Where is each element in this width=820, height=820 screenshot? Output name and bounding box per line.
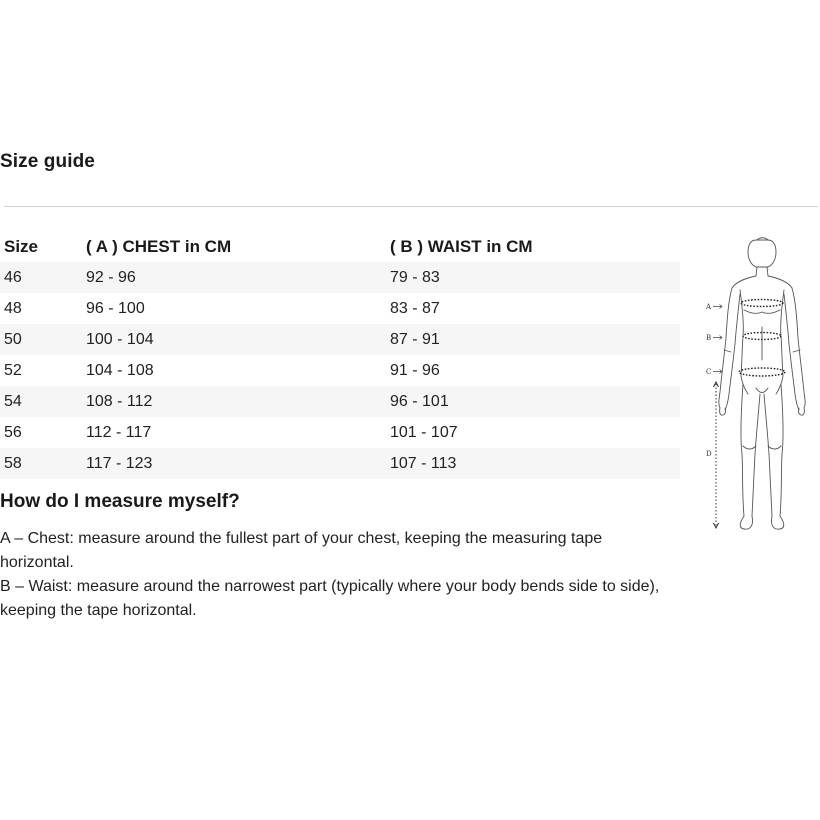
- waist-cell: 87 - 91: [390, 330, 440, 348]
- size-cell: 48: [4, 299, 22, 317]
- size-cell: 50: [4, 330, 22, 348]
- size-cell: 58: [4, 454, 22, 472]
- size-cell: 52: [4, 361, 22, 379]
- table-row: [0, 448, 680, 479]
- hip-tape: [739, 368, 785, 376]
- arrow-b: [713, 336, 722, 340]
- chest-cell: 104 - 108: [86, 361, 154, 379]
- chest-cell: 92 - 96: [86, 268, 136, 286]
- waist-cell: 101 - 107: [390, 423, 458, 441]
- label-a: A: [706, 303, 712, 311]
- chest-cell: 108 - 112: [86, 392, 153, 410]
- size-cell: 56: [4, 423, 22, 441]
- table-row: [0, 355, 680, 386]
- chest-cell: 100 - 104: [86, 330, 154, 348]
- table-header-row: [0, 232, 680, 262]
- figure-labels: [705, 303, 712, 458]
- label-c: C: [706, 368, 712, 376]
- chest-cell: 96 - 100: [86, 299, 145, 317]
- table-row: [0, 386, 680, 417]
- waist-cell: 83 - 87: [390, 299, 440, 317]
- table-row: [0, 262, 680, 293]
- table-row: [0, 324, 680, 355]
- waist-cell: 79 - 83: [390, 268, 440, 286]
- header-waist: ( B ) WAIST in CM: [390, 237, 533, 256]
- arrow-c: [713, 370, 722, 374]
- label-b: B: [706, 334, 712, 342]
- chest-cell: 117 - 123: [86, 454, 153, 472]
- size-cell: 54: [4, 392, 22, 410]
- chest-instruction: A – Chest: measure around the fullest part of your chest, keeping the measuring tape horizontal.: [0, 530, 603, 571]
- chest-cell: 112 - 117: [86, 423, 152, 441]
- label-arrows: [713, 305, 722, 374]
- page-title: Size guide: [0, 151, 95, 172]
- header-chest: ( A ) CHEST in CM: [86, 237, 232, 256]
- body-measurement-figure: [700, 232, 820, 542]
- title-divider: [4, 206, 818, 207]
- table-row: [0, 293, 680, 324]
- waist-cell: 107 - 113: [390, 454, 457, 472]
- size-cell: 46: [4, 268, 22, 286]
- size-table: [0, 232, 680, 479]
- label-d: D: [706, 450, 712, 458]
- arrow-a: [713, 305, 722, 309]
- measure-heading: How do I measure myself?: [0, 491, 240, 512]
- chest-tape: [741, 300, 783, 307]
- header-size: Size: [4, 237, 39, 256]
- waist-cell: 96 - 101: [390, 392, 449, 410]
- waist-instruction: B – Waist: measure around the narrowest part (typically where your body bends side to side), keeping the tape horizontal.: [0, 578, 660, 619]
- table-row: [0, 417, 680, 448]
- body-outline: [719, 238, 805, 529]
- waist-cell: 91 - 96: [390, 361, 440, 379]
